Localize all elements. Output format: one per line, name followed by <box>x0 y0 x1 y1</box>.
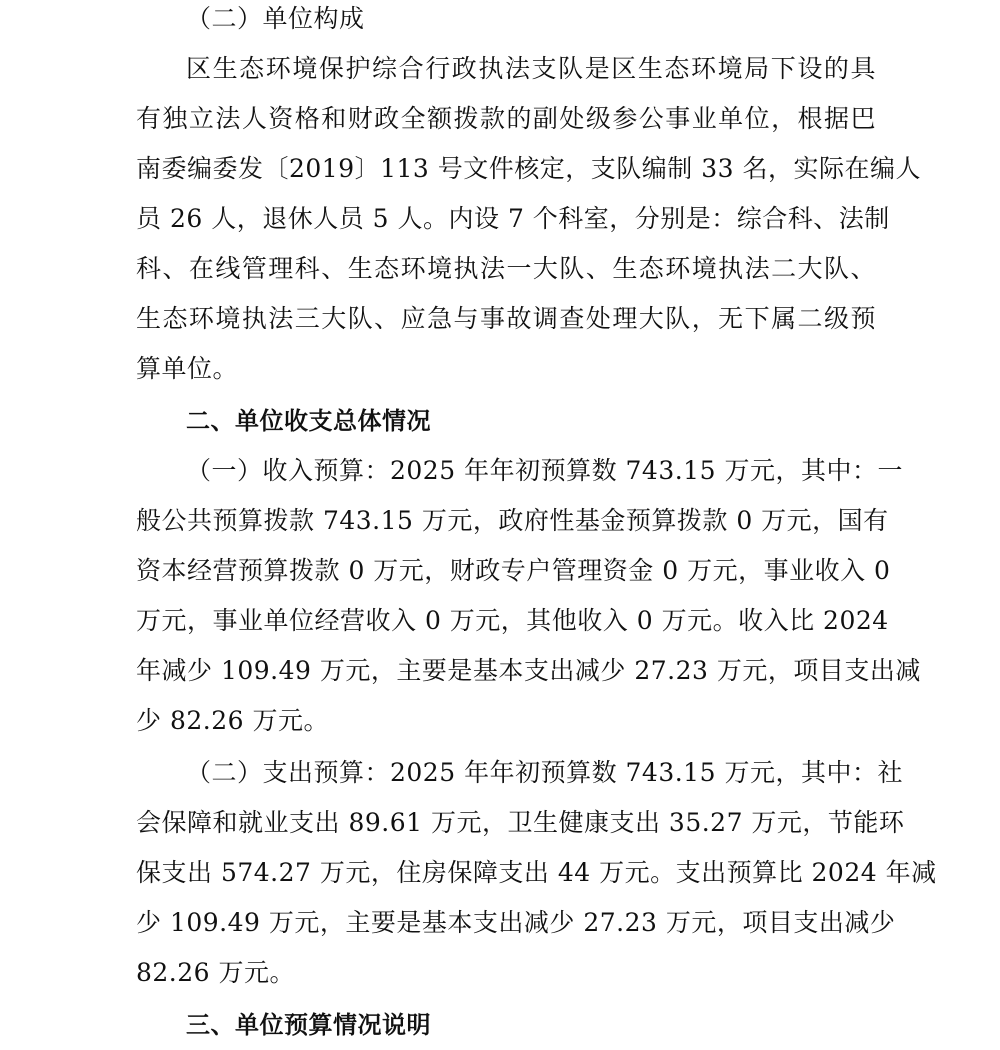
section-heading-budget: 三、单位预算情况说明 <box>186 1011 431 1039</box>
subheading-unit-composition: （二）单位构成 <box>186 4 365 33</box>
paragraph-line: 万元，事业单位经营收入 0 万元，其他收入 0 万元。收入比 2024 <box>136 606 889 635</box>
paragraph-line: 少 82.26 万元。 <box>136 706 329 735</box>
paragraph-line: 有独立法人资格和财政全额拨款的副处级参公事业单位，根据巴 <box>136 104 876 133</box>
paragraph-line: 生态环境执法三大队、应急与事故调查处理大队，无下属二级预 <box>136 304 876 333</box>
paragraph-line: 少 109.49 万元，主要是基本支出减少 27.23 万元，项目支出减少 <box>136 908 896 937</box>
paragraph-line: 资本经营预算拨款 0 万元，财政专户管理资金 0 万元，事业收入 0 <box>136 556 891 585</box>
paragraph-line: 般公共预算拨款 743.15 万元，政府性基金预算拨款 0 万元，国有 <box>136 506 889 535</box>
paragraph-line: 区生态环境保护综合行政执法支队是区生态环境局下设的具 <box>186 54 876 83</box>
paragraph-line: 保支出 574.27 万元，住房保障支出 44 万元。支出预算比 2024 年减 <box>136 858 937 887</box>
paragraph-line: 南委编委发〔2019〕113 号文件核定，支队编制 33 名，实际在编人 <box>136 154 921 183</box>
paragraph-line: 会保障和就业支出 89.61 万元，卫生健康支出 35.27 万元，节能环 <box>136 808 905 837</box>
paragraph-line: 82.26 万元。 <box>136 958 296 987</box>
paragraph-line: 年减少 109.49 万元，主要是基本支出减少 27.23 万元，项目支出减 <box>136 656 921 685</box>
paragraph-line: （二）支出预算：2025 年年初预算数 743.15 万元，其中：社 <box>186 758 903 787</box>
section-heading-overall: 二、单位收支总体情况 <box>186 407 431 435</box>
paragraph-line: 算单位。 <box>136 354 239 383</box>
paragraph-line: 科、在线管理科、生态环境执法一大队、生态环境执法二大队、 <box>136 254 876 283</box>
paragraph-line: （一）收入预算：2025 年年初预算数 743.15 万元，其中：一 <box>186 456 903 485</box>
paragraph-line: 员 26 人，退休人员 5 人。内设 7 个科室，分别是：综合科、法制 <box>136 204 890 233</box>
